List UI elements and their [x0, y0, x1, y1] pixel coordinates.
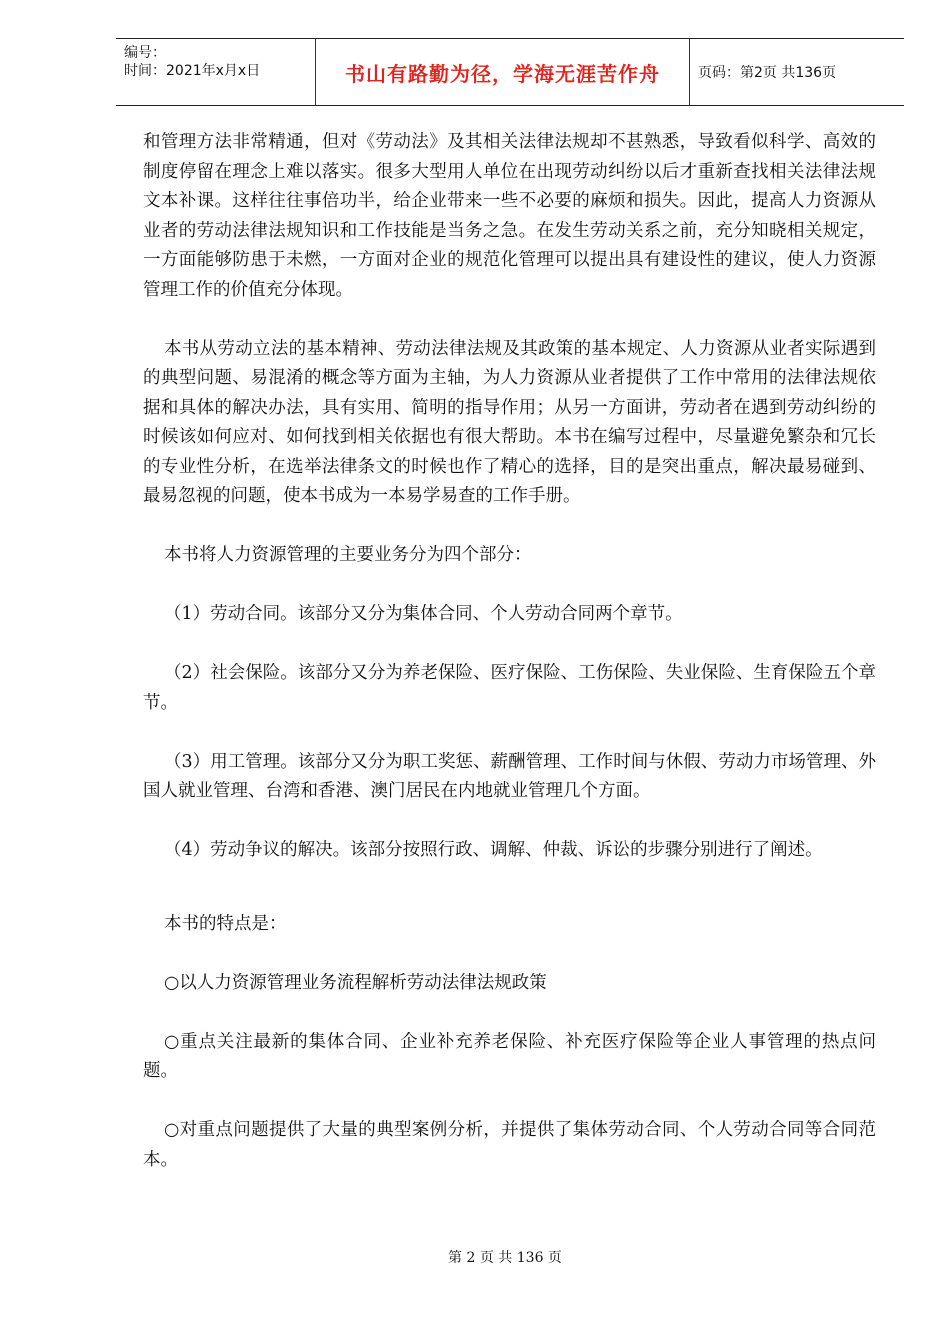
header-meta: [116, 39, 316, 105]
document-header: [116, 38, 904, 106]
list-item: （4）劳动争议的解决。该部分按照行政、调解、仲裁、诉讼的步骤分别进行了阐述。: [164, 840, 823, 860]
paragraph: 本书将人力资源管理的主要业务分为四个部分：: [164, 545, 532, 565]
paragraph: 和管理方法非常精通，但对《劳动法》及其相关法律法规却不甚熟悉，导致看似科学、高效的制度停留在理念上难以落实。很多大型用人单位在出现劳动纠纷以后才重新查找相关法律法规文本补课。这样往往事倍功半，给企业带来一些不必要的麻烦和损失。因此，提高人力资源从业者的劳动法律法规知识和工作技能是当务之急。在发生劳动关系之前，充分知晓相关规定，一方面能够防患于未燃，一方面对企业的规范化管理可以提出具有建设性的建议，使人力资源管理工作的价值充分体现。: [143, 132, 876, 300]
header-page-info-cell: [690, 39, 904, 105]
feature-item: ○对重点问题提供了大量的典型案例分析，并提供了集体劳动合同、个人劳动合同等合同范本。: [143, 1120, 876, 1170]
header-motto: 书山有路勤为径，学海无涯苦作舟: [345, 61, 660, 86]
feature-item: ○以人力资源管理业务流程解析劳动法律法规政策: [164, 972, 547, 993]
header-page-info: 页码：第2页 共136页: [698, 65, 837, 81]
paragraph: 本书从劳动立法的基本精神、劳动法律法规及其政策的基本规定、人力资源从业者实际遇到的典型问题、易混淆的概念等方面为主轴，为人力资源从业者提供了工作中常用的法律法规依据和具体的解决办法，具有实用、简明的指导作用；从另一方面讲，劳动者在遇到劳动纠纷的时候该如何应对、如何找到相关依据也有很大帮助。本书在编写过程中，尽量避免繁杂和冗长的专业性分析，在选举法律条文的时候也作了精心的选择，目的是突出重点，解决最易碰到、最易忽视的问题，使本书成为一本易学易查的工作手册。: [143, 338, 876, 506]
list-item: （1）劳动合同。该部分又分为集体合同、个人劳动合同两个章节。: [164, 604, 683, 624]
list-item: （2）社会保险。该部分又分为养老保险、医疗保险、工伤保险、失业保险、生育保险五个章节。: [143, 663, 876, 713]
number-label: 编号：: [124, 45, 166, 61]
paragraph: 本书的特点是：: [164, 913, 287, 934]
page-footer: 第 2 页 共 136 页: [448, 1250, 562, 1266]
document-body: [143, 128, 876, 1175]
time-label: 时间：2021年x月x日: [124, 63, 261, 79]
list-item: （3）用工管理。该部分又分为职工奖惩、薪酬管理、工作时间与休假、劳动力市场管理、外国人就业管理、台湾和香港、澳门居民在内地就业管理几个方面。: [143, 751, 876, 801]
feature-item: ○重点关注最新的集体合同、企业补充养老保险、补充医疗保险等企业人事管理的热点问题。: [143, 1031, 876, 1081]
header-motto-cell: [316, 39, 690, 105]
